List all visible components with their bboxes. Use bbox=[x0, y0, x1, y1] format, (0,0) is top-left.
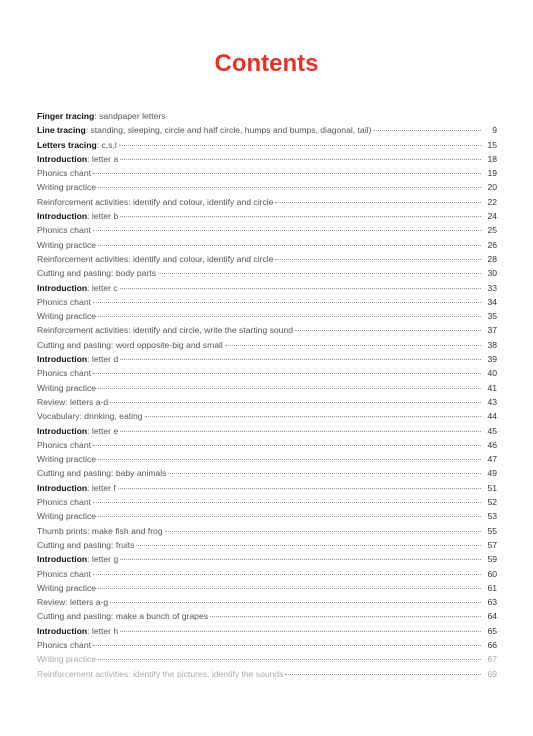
toc-page-number: 69 bbox=[487, 668, 497, 679]
toc-entry-title: Reinforcement activities: identify and colour, identify and circle bbox=[37, 253, 274, 264]
dot-leader bbox=[275, 259, 481, 260]
dot-leader bbox=[118, 488, 481, 489]
toc-entry-title: : letter b bbox=[87, 211, 119, 222]
toc-entry bbox=[37, 323, 497, 337]
toc-entry-title: Review: letters a-d bbox=[37, 396, 109, 407]
toc-entry-title: Writing practice bbox=[37, 311, 97, 322]
toc-entry-title: Writing practice bbox=[37, 182, 97, 193]
toc-page-number: 55 bbox=[487, 525, 497, 536]
dot-leader bbox=[120, 288, 481, 289]
dot-leader bbox=[165, 531, 481, 532]
dot-leader bbox=[168, 473, 481, 474]
dot-leader bbox=[93, 645, 481, 646]
toc-entry bbox=[37, 609, 497, 623]
dot-leader bbox=[98, 187, 481, 188]
toc-page-number: 39 bbox=[487, 354, 497, 365]
toc-page-number: 65 bbox=[487, 625, 497, 636]
toc-page-number: 61 bbox=[487, 582, 497, 593]
toc-entry-title: Phonics chant bbox=[37, 497, 91, 508]
toc-page-number: 41 bbox=[487, 382, 497, 393]
toc-page-number: 18 bbox=[487, 153, 497, 164]
dot-leader bbox=[295, 330, 481, 331]
dot-leader bbox=[98, 316, 481, 317]
toc-entry bbox=[37, 381, 497, 395]
toc-entry-heading: Introduction bbox=[37, 354, 88, 365]
toc-entry bbox=[37, 295, 497, 309]
toc-entry-title: : standing, sleeping, circle and half circle, humps and bumps, diagonal, tail) bbox=[85, 125, 372, 136]
toc-entry bbox=[37, 524, 497, 538]
toc-page-number: 37 bbox=[487, 325, 497, 336]
toc-entry-title: Cutting and pasting: fruits bbox=[37, 539, 135, 550]
toc-entry bbox=[37, 266, 497, 280]
dot-leader bbox=[275, 202, 481, 203]
toc-page-number: 67 bbox=[487, 654, 497, 665]
toc-entry bbox=[37, 223, 497, 237]
dot-leader bbox=[93, 502, 481, 503]
toc-page-number: 25 bbox=[487, 225, 497, 236]
toc-entry-title: Reinforcement activities: identify and circle, write the starting sound bbox=[37, 325, 294, 336]
toc-entry bbox=[37, 638, 497, 652]
toc-page-number: 44 bbox=[487, 411, 497, 422]
toc-entry-title: Reinforcement activities: identify the pictures, identify the sounds bbox=[37, 668, 284, 679]
toc-entry-heading: Introduction bbox=[37, 554, 88, 565]
toc-entry-heading: Introduction bbox=[37, 153, 88, 164]
toc-entry bbox=[37, 495, 497, 509]
toc-page-number: 64 bbox=[487, 611, 497, 622]
toc-entry-heading: Introduction bbox=[37, 625, 88, 636]
toc-entry bbox=[37, 138, 497, 152]
toc-entry-title: Phonics chant bbox=[37, 439, 91, 450]
toc-entry-heading: Introduction bbox=[37, 425, 88, 436]
toc-entry-title: : letter h bbox=[87, 625, 119, 636]
toc-page-number: 30 bbox=[487, 268, 497, 279]
toc-entry-title: Phonics chant bbox=[37, 639, 91, 650]
toc-page-number: 24 bbox=[487, 211, 497, 222]
toc-entry bbox=[37, 424, 497, 438]
toc-entry-title: Writing practice bbox=[37, 582, 97, 593]
toc-entry-title: Writing practice bbox=[37, 511, 97, 522]
toc-page-number: 28 bbox=[487, 253, 497, 264]
toc-entry bbox=[37, 481, 497, 495]
dot-leader bbox=[120, 559, 481, 560]
toc-entry bbox=[37, 409, 497, 423]
toc-entry-heading: Introduction bbox=[37, 211, 88, 222]
dot-leader bbox=[210, 616, 481, 617]
toc-entry-title: : letter f bbox=[87, 482, 116, 493]
dot-leader bbox=[93, 230, 481, 231]
toc-page-number: 40 bbox=[487, 368, 497, 379]
toc-entry-heading: Line tracing bbox=[37, 125, 86, 136]
toc-entry bbox=[37, 209, 497, 223]
toc-entry-title: Writing practice bbox=[37, 454, 97, 465]
toc-page-number: 34 bbox=[487, 296, 497, 307]
dot-leader bbox=[120, 159, 481, 160]
toc-page-number: 52 bbox=[487, 497, 497, 508]
toc-entry-title: : letter d bbox=[87, 354, 119, 365]
toc-entry-title: : letter e bbox=[87, 425, 119, 436]
toc-page-number: 26 bbox=[487, 239, 497, 250]
toc-entry-title: Phonics chant bbox=[37, 225, 91, 236]
toc-entry bbox=[37, 395, 497, 409]
dot-leader bbox=[98, 516, 481, 517]
dot-leader bbox=[120, 631, 481, 632]
toc-entry-title: Phonics chant bbox=[37, 168, 91, 179]
toc-page-number: 38 bbox=[487, 339, 497, 350]
toc-entry bbox=[37, 252, 497, 266]
toc-page-number: 22 bbox=[487, 196, 497, 207]
dot-leader bbox=[110, 602, 481, 603]
toc-entry-title: : sandpaper letters bbox=[94, 111, 166, 121]
toc-page-number: 47 bbox=[487, 454, 497, 465]
toc-entry bbox=[37, 152, 497, 166]
dot-leader bbox=[93, 445, 481, 446]
toc-entry-title: : letter g bbox=[87, 554, 119, 565]
toc-entry bbox=[37, 538, 497, 552]
dot-leader bbox=[373, 130, 481, 131]
toc-entry-title: : letter c bbox=[87, 282, 118, 293]
toc-entry-heading: Introduction bbox=[37, 282, 88, 293]
toc-page-number: 33 bbox=[487, 282, 497, 293]
toc-entry bbox=[37, 338, 497, 352]
toc-entry bbox=[37, 195, 497, 209]
toc-page-number: 45 bbox=[487, 425, 497, 436]
toc-page-number: 20 bbox=[487, 182, 497, 193]
dot-leader bbox=[110, 402, 481, 403]
toc-entry bbox=[37, 166, 497, 180]
dot-leader bbox=[158, 273, 481, 274]
toc-page-number: 43 bbox=[487, 396, 497, 407]
dot-leader bbox=[145, 416, 481, 417]
toc-page-number: 57 bbox=[487, 539, 497, 550]
toc-page-number: 59 bbox=[487, 554, 497, 565]
dot-leader bbox=[120, 431, 481, 432]
dot-leader bbox=[93, 574, 481, 575]
toc-entry-title: Reinforcement activities: identify and colour, identify and circle bbox=[37, 196, 274, 207]
toc-page-number: 15 bbox=[487, 139, 497, 150]
toc-entry-title: Review: letters a-g bbox=[37, 597, 109, 608]
toc-entry bbox=[37, 238, 497, 252]
toc-entry-title: Phonics chant bbox=[37, 368, 91, 379]
page-title: Contents bbox=[214, 50, 319, 77]
toc-entry-title: Vocabulary: drinking, eating bbox=[37, 411, 143, 422]
dot-leader bbox=[98, 588, 481, 589]
toc-entry-title: Writing practice bbox=[37, 382, 97, 393]
toc-page-number: 60 bbox=[487, 568, 497, 579]
toc-entry bbox=[37, 466, 497, 480]
toc-entry bbox=[37, 438, 497, 452]
toc-entry bbox=[37, 624, 497, 638]
toc-entry bbox=[37, 595, 497, 609]
toc-entry bbox=[37, 309, 497, 323]
dot-leader bbox=[225, 345, 481, 346]
toc-page-number: 66 bbox=[487, 639, 497, 650]
dot-leader bbox=[120, 216, 481, 217]
toc-entry bbox=[37, 123, 497, 137]
toc-page-number: 49 bbox=[487, 468, 497, 479]
toc-page-number: 19 bbox=[487, 168, 497, 179]
dot-leader bbox=[98, 659, 481, 660]
toc-entry-heading: Letters tracing bbox=[37, 139, 97, 150]
toc-entry-title: Writing practice bbox=[37, 654, 97, 665]
dot-leader bbox=[119, 145, 481, 146]
toc-entry bbox=[37, 667, 497, 681]
toc-page-number: 46 bbox=[487, 439, 497, 450]
toc-entry bbox=[37, 552, 497, 566]
toc-entry bbox=[37, 452, 497, 466]
toc-entry-title: : letter a bbox=[87, 153, 119, 164]
toc-page-number: 51 bbox=[487, 482, 497, 493]
dot-leader bbox=[98, 459, 481, 460]
toc-entry-title: Phonics chant bbox=[37, 568, 91, 579]
toc-entry-title: Phonics chant bbox=[37, 296, 91, 307]
toc-entry-title: Cutting and pasting: baby animals bbox=[37, 468, 167, 479]
toc-page-number: 35 bbox=[487, 311, 497, 322]
toc-entry-title: Cutting and pasting: word opposite-big and small bbox=[37, 339, 223, 350]
table-of-contents bbox=[37, 109, 497, 681]
toc-entry-heading: Introduction bbox=[37, 482, 88, 493]
toc-entry-title: Thumb prints: make fish and frog bbox=[37, 525, 163, 536]
toc-entry-title: Writing practice bbox=[37, 239, 97, 250]
toc-entry-title: : c,s,l bbox=[96, 139, 117, 150]
toc-entry bbox=[37, 352, 497, 366]
dot-leader bbox=[93, 373, 481, 374]
toc-entry bbox=[37, 109, 497, 123]
dot-leader bbox=[93, 302, 481, 303]
dot-leader bbox=[285, 674, 481, 675]
toc-entry bbox=[37, 652, 497, 666]
toc-entry bbox=[37, 180, 497, 194]
dot-leader bbox=[98, 388, 481, 389]
toc-page-number: 63 bbox=[487, 597, 497, 608]
toc-entry bbox=[37, 366, 497, 380]
dot-leader bbox=[98, 245, 481, 246]
toc-entry bbox=[37, 581, 497, 595]
toc-entry-title: Cutting and pasting: body parts bbox=[37, 268, 156, 279]
toc-entry-heading: Finger tracing bbox=[37, 111, 95, 121]
toc-page-number: 9 bbox=[492, 125, 497, 136]
dot-leader bbox=[93, 173, 481, 174]
toc-entry bbox=[37, 567, 497, 581]
toc-entry-title: Cutting and pasting: make a bunch of grapes bbox=[37, 611, 209, 622]
toc-page-number: 53 bbox=[487, 511, 497, 522]
toc-entry bbox=[37, 281, 497, 295]
dot-leader bbox=[136, 545, 481, 546]
toc-entry bbox=[37, 509, 497, 523]
dot-leader bbox=[120, 359, 481, 360]
